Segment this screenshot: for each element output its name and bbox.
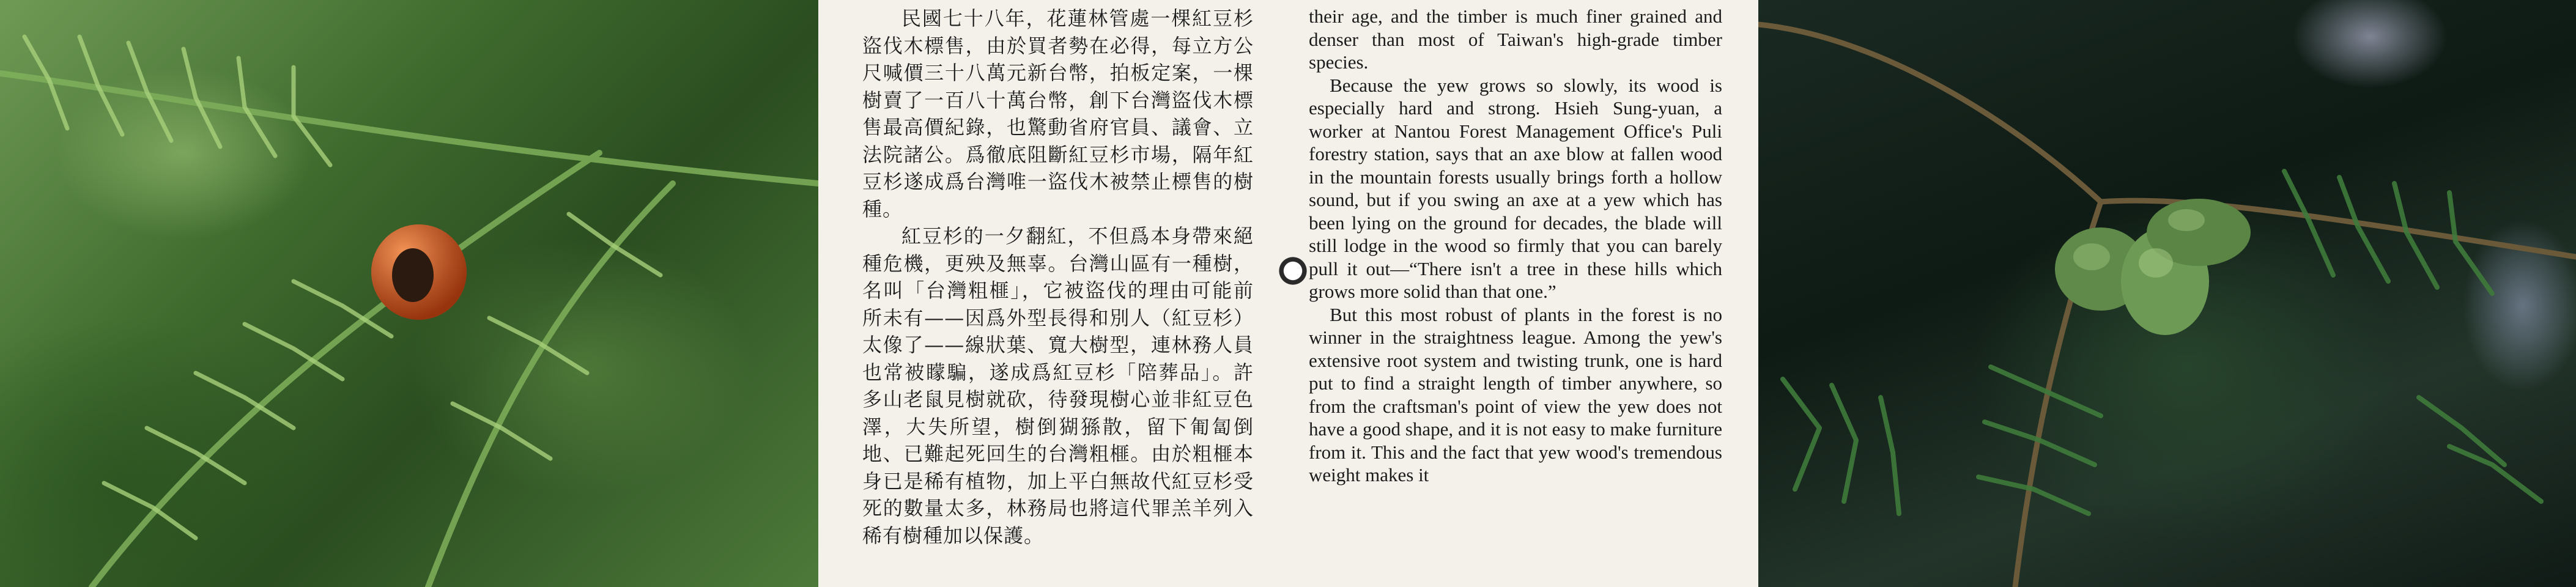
english-text-column xyxy=(1309,5,1722,587)
english-paragraph-3: But this most robust of plants in the forest is no winner in the straightness league. Among the yew's extensive root system and twisting trunk, one is hard put to find a straight length of timber anywhere, so from the craftsman's point of view the yew does not have a good shape, and it is not easy to make furniture from it. This and the fact that yew wood's tremendous weight makes it xyxy=(1309,303,1722,485)
chinese-text-column xyxy=(862,5,1254,587)
yew-branch-photo-right xyxy=(1758,0,2576,587)
yew-foliage-illustration-left xyxy=(0,0,818,587)
english-paragraph-2: Because the yew grows so slowly, its wood is especially hard and strong. Hsieh Sung-yuan, a worker at Nantou Forest Management Office's Puli forestry station, says that an axe blow at fallen wood in the mountain forests usually brings forth a hollow sound, but if you swing an axe at a yew which has been lying on the ground for decades, the blade will still lodge in the wood so firmly that you can barely pull it out—“There isn't a tree in these hills which grows more solid than that one.” xyxy=(1309,74,1722,302)
yew-branch-photo-left xyxy=(0,0,818,587)
chinese-paragraph-2: 紅豆杉的一夕翻紅，不但爲本身帶來絕種危機，更殃及無辜。台灣山區有一種樹，名叫「台灣粗榧」，它被盜伐的理由可能前所未有——因爲外型長得和別人（紅豆杉）太像了——線狀葉、寬大樹型，連林務人員也常被矇騙，遂成爲紅豆杉「陪葬品」。許多山老鼠見樹就砍，待發現樹心並非紅豆色澤，大失所望，樹倒猢猻散，留下匍匐倒地、已難起死回生的台灣粗榧。由於粗榧本身已是稀有植物，加上平白無故代紅豆杉受死的數量太多，林務局也將這代罪羔羊列入稀有樹種加以保護。 xyxy=(862,224,1254,547)
english-paragraph-1: their age, and the timber is much finer grained and denser than most of Taiwan's high-grade timber species. xyxy=(1309,6,1722,73)
green-seed-cluster xyxy=(2055,199,2251,335)
binding-hole xyxy=(1279,253,1307,289)
red-aril-fruit xyxy=(371,224,467,320)
chinese-paragraph-1: 民國七十八年，花蓮林管處一棵紅豆杉盜伐木標售，由於買者勢在必得，每立方公尺喊價三十八萬元新台幣，拍板定案，一棵樹賣了一百八十萬台幣，創下台灣盜伐木標售最高價紀錄，也驚動省府官員、議會、立法院諸公。爲徹底阻斷紅豆杉市場，隔年紅豆杉遂成爲台灣唯一盜伐木被禁止標售的樹種。 xyxy=(862,7,1254,221)
yew-foliage-illustration-right xyxy=(1758,0,2576,587)
